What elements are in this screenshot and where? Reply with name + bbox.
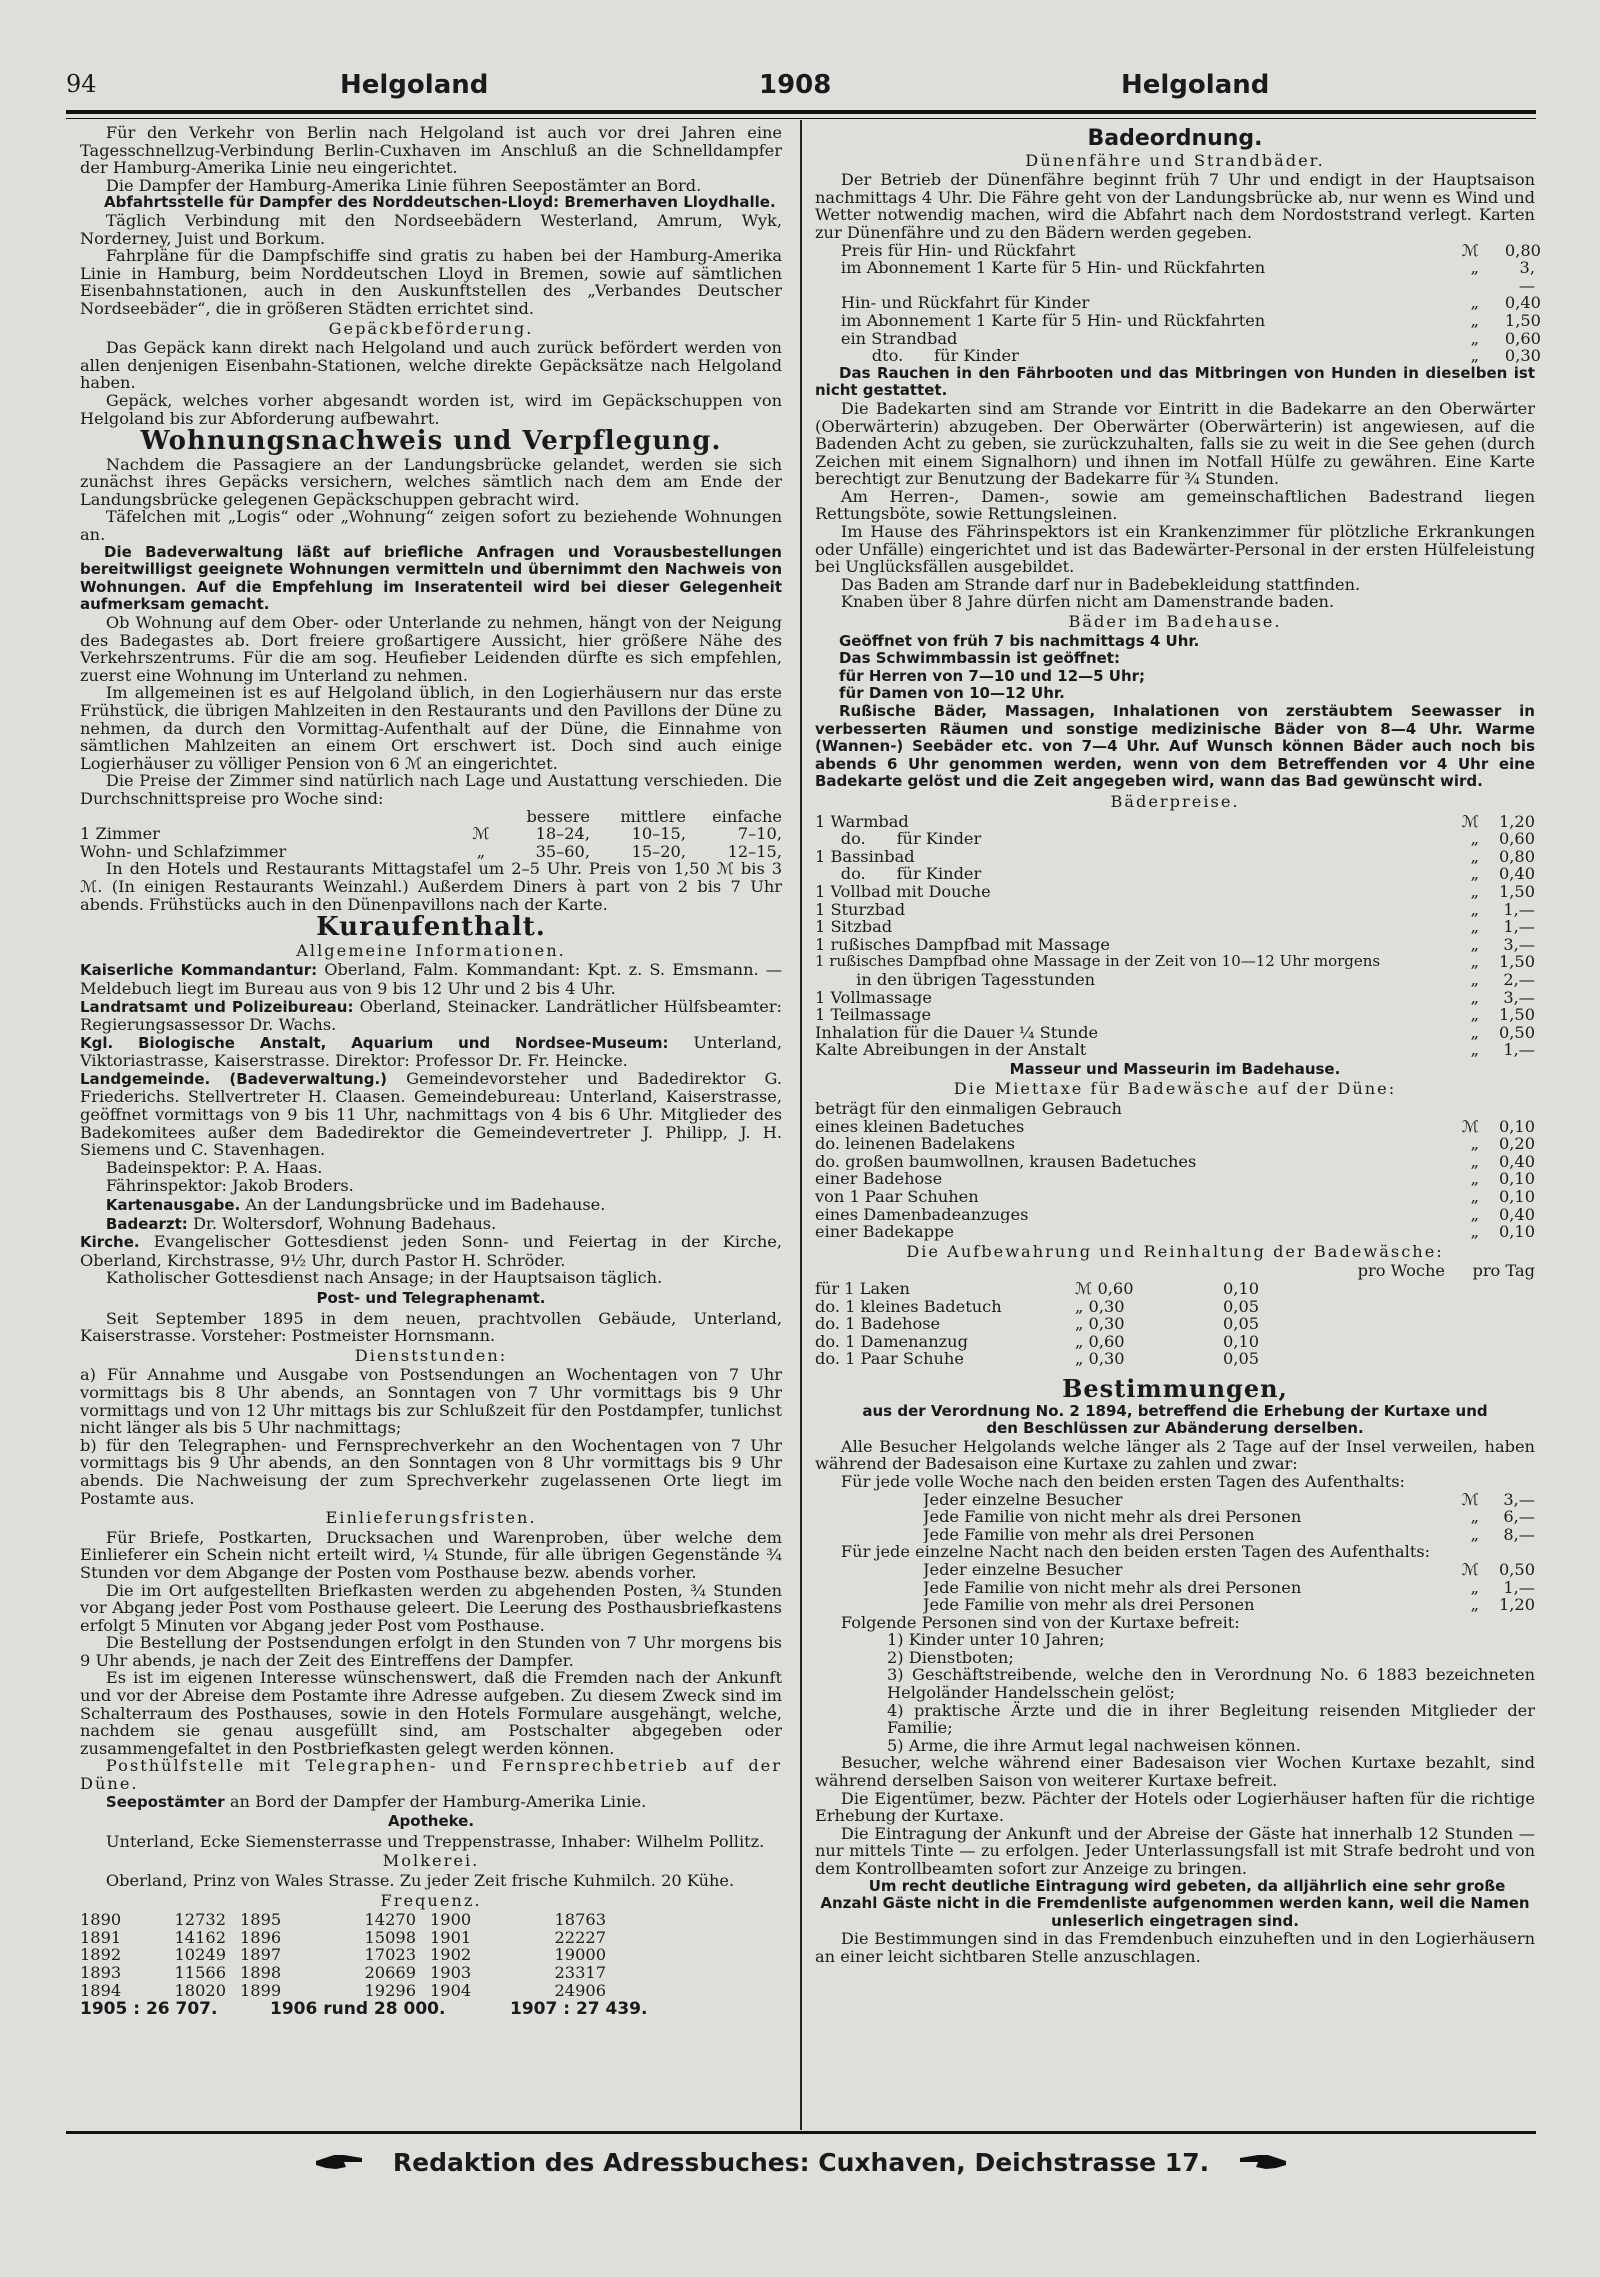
freq-year: 1890 — [80, 1910, 122, 1930]
bestimmungen-paragraph: Besucher, welche während einer Badesaison vier Wochen Kurtaxe bezahlt, sind während derselben Saison von weiterer Kurtaxe befreit. — [815, 1753, 1535, 1791]
price-line: do. für Kinder „ 0,40 — [815, 864, 1535, 884]
kur-entry: Landratsamt und Polizeibureau: Oberland, Steinacker. Landrätlicher Hülfsbeamter: Regierungsassessor Dr. Wachs. — [80, 996, 783, 1035]
freq-year: 1903 — [430, 1962, 472, 1982]
aufbewahrung-table — [815, 1280, 1535, 1368]
seepost-line: Seepostämter an Bord der Dampfer der Hamburg-Amerika Linie. — [105, 1791, 647, 1811]
freq-year: 1894 — [80, 1980, 122, 2000]
price-value: 18–24, — [535, 824, 590, 844]
price-line: 1 rußisches Dampfbad ohne Massage in der Zeit von 10—12 Uhr morgens „ 1,50 — [815, 952, 1535, 972]
price-line: 1 Sturzbad „ 1,— — [815, 899, 1535, 919]
freq-year: 1891 — [80, 1927, 122, 1947]
price-row — [80, 843, 782, 861]
befreit-item: 2) Dienstboten; — [887, 1647, 1014, 1667]
price-line: 1 Warmbad ℳ 1,20 — [815, 811, 1535, 831]
intro-paragraph: Die Dampfer der Hamburg-Amerika Linie führen Seepostämter an Bord. — [105, 175, 702, 195]
freq-count: 14162 — [174, 1927, 226, 1947]
price-value: 12–15, — [727, 841, 782, 861]
lodging-paragraph: Die Badeverwaltung läßt auf briefliche Anfragen und Vorausbestellungen bereitwilligst geeignete Wohnungen vermitteln und übernimmt den Nachweis von Wohnungen. Auf die Empfehlung im Inseratenteil wird bei dieser Gelegenheit aufmerksam gemacht. — [80, 542, 782, 614]
russisch-paragraph: Rußische Bäder, Massagen, Inhalationen von zerstäubtem Seewasser in verbesserten Räumen und sonstige medizinische Bäder von 8—4 Uhr. Warme (Wannen-) Seebäder etc. von 7—4 Uhr. Auf Wunsch können Bäder auch noch bis abends 6 Uhr genommen werden, wenn von dem Betreffenden vor 4 Uhr eine Badekarte gelöst und die Zeit angegeben wird, wann das Bad gewünscht wird. — [815, 702, 1535, 791]
freq-count: 18020 — [174, 1980, 226, 2000]
kur-entry: Kgl. Biologische Anstalt, Aquarium und Nordsee-Museum: Unterland, Viktoriastrasse, Kaiserstrasse. Direktor: Professor Dr. Fr. Heincke. — [80, 1032, 782, 1071]
einl-paragraph: Die Bestellung der Postsendungen erfolgt in den Stunden von 7 Uhr morgens bis 9 Uhr abends, je nach der Zeit des Eintreffens der Dampfer. — [80, 1633, 782, 1670]
luggage-paragraph: Das Gepäck kann direkt nach Helgoland und auch zurück befördert werden von allen denjenigen Eisenbahn-Stationen, welche direkte Gepäcksätze nach Helgoland haben. — [80, 338, 782, 393]
freq-year: 1893 — [80, 1962, 122, 1982]
freq-count: 17023 — [364, 1945, 416, 1965]
kur-entry: Fährinspektor: Jakob Broders. — [105, 1176, 354, 1196]
tax-line: Jede Familie von nicht mehr als drei Personen „ 1,— — [923, 1577, 1535, 1597]
price-line: do. leinenen Badelakens „ 0,20 — [815, 1134, 1535, 1154]
duene-price-list — [815, 240, 1541, 366]
freq-year: 1897 — [240, 1945, 282, 1965]
intro-paragraph: Für den Verkehr von Berlin nach Helgoland ist auch vor drei Jahren eine Tagesschnellzug-Verbindung Berlin-Cuxhaven im Anschluß an die Schnelldampfer der Hamburg-Amerika Linie neu eingerichtet. — [80, 123, 782, 178]
price-line: Inhalation für die Dauer ¼ Stunde „ 0,50 — [815, 1022, 1535, 1042]
freq-count: 23317 — [554, 1962, 606, 1982]
befreit-item: 4) praktische Ärzte und die in ihrer Begleitung reisenden Mitglieder der Familie; — [887, 1700, 1535, 1738]
aufbewahrung-header — [815, 1262, 1535, 1280]
duene-intro: Der Betrieb der Dünenfähre beginnt früh 7 Uhr und endigt in der Hauptsaison nachmittags 4 Uhr. Die Fähre geht von der Landungsbrücke ab, nur wenn es Wind und Wetter notwendig machen, wird die Abfahrt nach dem Nordoststrand verlegt. Karten zur Dünenfähre und zu den Bädern werden gegeben. — [815, 170, 1535, 242]
price-line: in den übrigen Tagesstunden „ 2,— — [815, 969, 1535, 989]
price-line: 1 Teilmassage „ 1,50 — [815, 1005, 1535, 1025]
aufb-col-header: pro Tag — [1472, 1261, 1535, 1281]
frequenz-heading: Frequenz. — [380, 1890, 482, 1910]
kur-subheading: Allgemeine Informationen. — [296, 940, 566, 960]
miettaxe-list — [815, 1100, 1535, 1241]
price-line: eines kleinen Badetuches ℳ 0,10 — [815, 1116, 1535, 1136]
intro-section — [80, 124, 782, 318]
bade-paragraph: Im Hause des Fährinspektors ist ein Krankenzimmer für plötzliche Erkrankungen oder Unfälle) eingerichtet und ist das Badewärter-Personal in der ersten Hülfeleistung bei Unglücksfällen ausgebildet. — [815, 522, 1535, 577]
bestimmungen-paragraph: Die Eigentümer, bezw. Pächter der Hotels oder Logierhäuser haften für die richtige Erhebung der Kurtaxe. — [815, 1788, 1535, 1826]
miettaxe-subheading: Die Miettaxe für Badewäsche auf der Düne: — [953, 1079, 1397, 1099]
header-left-title: Helgoland — [340, 70, 489, 100]
apotheke-text: Unterland, Ecke Siemensterrasse und Treppenstrasse, Inhaber: Wilhelm Pollitz. — [105, 1831, 765, 1851]
dienst-item: b) für den Telegraphen- und Fernsprechverkehr an den Wochentagen von 7 Uhr vormittags bis 9 Uhr abends, an den Sonntagen von 8 Uhr vormittags bis 9 Uhr abends. Die Nachweisung der zum Sprechverkehr zugelassenen Orte liegt im Postamte aus. — [80, 1435, 782, 1508]
aufb-row: do. 1 Paar Schuhe „ 0,30 0,05 — [815, 1349, 1260, 1369]
pointing-hand-icon — [314, 2149, 366, 2179]
bestimmungen-night-head: Für jede einzelne Nacht nach den beiden ersten Tagen des Aufenthalts: — [840, 1542, 1431, 1562]
price-line: im Abonnement 1 Karte für 5 Hin- und Rückfahrten „ 3,— — [840, 258, 1535, 295]
price-row — [80, 825, 782, 843]
bestimmungen-week-list — [815, 1491, 1535, 1544]
aufb-row: do. 1 kleines Badetuch „ 0,30 0,05 — [815, 1296, 1260, 1316]
einl-paragraph: Für Briefe, Postkarten, Drucksachen und Warenproben, über welche dem Einlieferer ein Schein nicht erteilt wird, ¼ Stunde, für alle übrigen Gegenstände ¾ Stunden vor dem Abgange der Posten vom Posthause bezw. abends vorher. — [80, 1527, 782, 1582]
freq-count: 20669 — [364, 1962, 416, 1982]
befreit-item: 5) Arme, die ihre Armut legal nachweisen können. — [887, 1735, 1301, 1755]
luggage-title: Gepäckbeförderung. — [328, 318, 534, 338]
price-line: beträgt für den einmaligen Gebrauch — [815, 1100, 1122, 1118]
einl-paragraph: Die im Ort aufgestellten Briefkasten werden zu abgehenden Posten, ¾ Stunden vor Abgang jeder Post vom Posthause geleert. Die Leerung des Posthausbriefkastens erfolgt 5 Minuten vor Abgang jeder Post vom Posthause. — [80, 1580, 782, 1635]
dienst-heading: Dienststunden: — [354, 1345, 508, 1365]
badehaus-hours: für Damen von 10—12 Uhr. — [839, 684, 1065, 703]
bestimmungen-heading: Bestimmungen, — [1062, 1373, 1288, 1403]
header-rule-thin — [66, 118, 1536, 119]
bestimmungen-week-head: Für jede volle Woche nach den beiden ersten Tagen des Aufenthalts: — [840, 1471, 1405, 1491]
molkerei-heading: Molkerei. — [382, 1851, 480, 1871]
price-line: Preis für Hin- und Rückfahrt ℳ 0,80 — [840, 240, 1541, 260]
price-line: von 1 Paar Schuhen „ 0,10 — [815, 1187, 1535, 1207]
price-line: 1 Sitzbad „ 1,— — [815, 917, 1535, 937]
price-line: 1 rußisches Dampfbad mit Massage „ 3,— — [815, 934, 1535, 954]
header-rule — [66, 110, 1536, 114]
tax-line: Jede Familie von mehr als drei Personen „ 1,20 — [923, 1595, 1535, 1615]
badehaus-hours: Geöffnet von früh 7 bis nachmittags 4 Uhr. — [839, 631, 1200, 650]
post-heading: Post- und Telegraphenamt. — [316, 1289, 546, 1307]
freq-year: 1895 — [240, 1910, 282, 1930]
molkerei-text: Oberland, Prinz von Wales Strasse. Zu jeder Zeit frische Kuhmilch. 20 Kühe. — [105, 1871, 735, 1890]
badehaus-hours: für Herren von 7—10 und 12—5 Uhr; — [839, 666, 1146, 685]
aufb-row: für 1 Laken ℳ 0,60 0,10 — [815, 1279, 1260, 1298]
price-line: eines Damenbadeanzuges „ 0,40 — [815, 1204, 1535, 1224]
befreit-item: 1) Kinder unter 10 Jahren; — [887, 1630, 1105, 1650]
bade-paragraph: Knaben über 8 Jahre dürfen nicht am Damenstrande baden. — [840, 592, 1335, 612]
aufb-row: do. 1 Badehose „ 0,30 0,05 — [815, 1314, 1260, 1334]
befreit-list — [815, 1631, 1535, 1754]
luggage-paragraph: Gepäck, welches vorher abgesandt worden ist, wird im Gepäckschuppen von Helgoland bis zur Abforderung aufbewahrt. — [80, 390, 782, 428]
kur-entry: Badearzt: Dr. Woltersdorf, Wohnung Badehaus. — [105, 1213, 497, 1233]
tax-line: Jeder einzelne Besucher ℳ 0,50 — [923, 1559, 1535, 1579]
price-line: einer Badehose „ 0,10 — [815, 1169, 1535, 1189]
freq-recent-item: 1907 : 27 439. — [510, 1999, 648, 2020]
price-value: 10–15, — [631, 824, 686, 844]
freq-count: 19296 — [364, 1980, 416, 2000]
right-column — [815, 124, 1541, 1966]
freq-recent-item: 1905 : 26 707. — [80, 1999, 218, 2020]
bestimmungen-last: Die Bestimmungen sind in das Fremdenbuch einzuheften und in den Logierhäusern an einer leicht sichtbaren Stelle anzuschlagen. — [815, 1929, 1535, 1966]
price-value: 35–60, — [535, 841, 590, 861]
kur-entry: Katholischer Gottesdienst nach Ansage; in der Hauptsaison täglich. — [105, 1268, 663, 1288]
footer-rule — [66, 2131, 1536, 2134]
footer-line — [66, 2148, 1536, 2179]
badeordnung-heading: Badeordnung. — [1087, 126, 1263, 151]
freq-year: 1899 — [240, 1980, 282, 2000]
lodging-paragraph: Täfelchen mit „Logis“ oder „Wohnung“ zeigen sofort zu beziehende Wohnungen an. — [80, 507, 782, 545]
intro-paragraph: Täglich Verbindung mit den Nordseebädern Westerland, Amrum, Wyk, Norderney, Juist und Borkum. — [80, 210, 782, 248]
einl-paragraph: Posthülfstelle mit Telegraphen- und Fernsprechbetrieb auf der Düne. — [80, 1756, 782, 1794]
price-line: 1 Vollmassage „ 3,— — [815, 987, 1535, 1007]
lodging-meals: In den Hotels und Restaurants Mittagstafel um 2–5 Uhr. Preis von 1,50 ℳ bis 3 ℳ. (In einigen Restaurants Weinzahl.) Außerdem Diners à part von 2 bis 7 Uhr abends. Frühstücks auch in den Dünenpavillons nach der Karte. — [80, 859, 782, 914]
frequenz-recent — [80, 2001, 782, 2019]
price-header-row — [80, 808, 782, 826]
kur-heading: Kuraufenthalt. — [316, 912, 546, 943]
price-line: Kalte Abreibungen in der Anstalt „ 1,— — [815, 1040, 1535, 1060]
price-row-label: Wohn- und Schlafzimmer — [80, 842, 287, 861]
badehaus-subheading: Bäder im Badehause. — [1068, 612, 1282, 632]
freq-count: 19000 — [554, 1945, 606, 1965]
freq-count: 11566 — [174, 1962, 226, 1982]
bade-paragraph: Die Badekarten sind am Strande vor Eintritt in die Badekarre an den Oberwärter (Oberwärterin) abzugeben. Der Oberwärter (Oberwärterin) ist angewiesen, auf die Badenden Acht zu geben, sie zurückzuhalten, falls sie zu weit in die See gehen (durch Zeichen mit einem Signalhorn) und ihnen im Notfall Hülfe zu gewähren. Eine Karte berechtigt zur Benutzung der Badekarre für ¾ Stunden. — [815, 398, 1535, 489]
price-value: 7–10, — [737, 824, 782, 844]
lodging-paragraph: Im allgemeinen ist es auf Helgoland üblich, in den Logierhäusern nur das erste Frühstück, die übrigen Mahlzeiten in den Restaurants und den Pavillons der Düne zu nehmen, da durch den Vormittag-Aufenthalt auf der Düne, die Einnahme von sämtlichen Mahlzeiten an einem Ort erschwert ist. Doch sind auch einige Logierhäuser zu völliger Pension von 6 ℳ an eingerichtet. — [80, 683, 782, 773]
frequenz-table — [80, 1911, 782, 1999]
lodging-paragraph: Die Preise der Zimmer sind natürlich nach Lage und Austattung verschieden. Die Durchschnittspreise pro Woche sind: — [80, 771, 782, 808]
column-divider — [800, 120, 802, 2130]
kur-entry: Landgemeinde. (Badeverwaltung.) Gemeindevorsteher und Badedirektor G. Friederichs. Stellvertreter H. Claasen. Gemeindebureau: Unterland, Kaiserstrasse, geöffnet vormittags von 9 bis 11 Uhr, nachmittags von 4 bis 6 Uhr. Mitglieder des Badekomitees außer dem Badedirektor die Gemeindevertreter J. Philipp, J. H. Siemens und C. Stavenhagen. — [80, 1068, 783, 1160]
bade-paragraph: Das Baden am Strande darf nur in Badebekleidung stattfinden. — [840, 574, 1361, 594]
tax-line: Jeder einzelne Besucher ℳ 3,— — [923, 1489, 1535, 1509]
price-unit: „ — [476, 841, 486, 861]
bestimmungen-bold-note: Um recht deutliche Eintragung wird gebeten, da alljährlich eine sehr große Anzahl Gäste nicht in die Fremdenliste aufgenommen werden kann, weil die Namen unleserlich eingetragen sind. — [820, 1876, 1530, 1930]
aufb-col-header: pro Woche — [1357, 1261, 1445, 1281]
intro-paragraph: Fahrpläne für die Dampfschiffe sind gratis zu haben bei der Hamburg-Amerika Linie in Hamburg, beim Norddeutschen Lloyd in Bremen, sowie auf sämtlichen Eisenbahnstationen, auch in den Auskunftstellen des „Verbandes Deutscher Nordseebäder“, die in größeren Städten errichtet sind. — [80, 246, 782, 318]
freq-year: 1901 — [430, 1927, 472, 1947]
header-right-title: Helgoland — [1121, 70, 1270, 100]
kur-entry: Kirche. Evangelischer Gottesdienst jeden Sonn- und Feiertag in der Kirche, Oberland, Kirchstrasse, 9½ Uhr, durch Pastor H. Schröder. — [80, 1232, 782, 1270]
freq-year: 1900 — [430, 1910, 472, 1930]
apotheke-heading: Apotheke. — [387, 1812, 475, 1831]
lodging-heading: Wohnungsnachweis und Verpflegung. — [140, 426, 722, 457]
tax-line: Jede Familie von mehr als drei Personen „ 8,— — [923, 1524, 1535, 1544]
baederpreise-subheading: Bäderpreise. — [1110, 791, 1240, 811]
freq-recent-item: 1906 rund 28 000. — [270, 1999, 446, 2020]
befreit-item: 3) Geschäftstreibende, welche den in Verordnung No. 6 1883 bezeichneten Helgoländer Handelsschein gelöst; — [887, 1665, 1535, 1703]
bestimmungen-paragraph: Die Eintragung der Ankunft und der Abreise der Gäste hat innerhalb 12 Stunden — nur mittels Tinte — zu erfolgen. Jeder Unterlassungsfall ist mit Strafe bedroht und von dem Kontrollbeamten sofort zur Anzeige zu bringen. — [815, 1823, 1535, 1878]
freq-count: 15098 — [364, 1927, 416, 1947]
price-col-header: einfache — [712, 806, 782, 826]
price-line: do. großen baumwollnen, krausen Badetuches „ 0,40 — [815, 1151, 1535, 1171]
lodging-paragraph: Ob Wohnung auf dem Ober- oder Unterlande zu nehmen, hängt von der Neigung des Badegastes ab. Dort freiere großartigere Aussicht, hier größere Nähe des Verkehrszentrums. Für die am sog. Heufieber Leidenden dürfte es sich empfehlen, zuerst eine Wohnung im Unterland zu nehmen. — [80, 613, 782, 685]
price-line: Hin- und Rückfahrt für Kinder „ 0,40 — [840, 293, 1541, 313]
einl-heading: Einlieferungsfristen. — [325, 1508, 537, 1528]
page-header — [66, 66, 1536, 112]
page-footer — [66, 2131, 1536, 2179]
kur-list — [80, 961, 782, 1288]
bestimmungen-subheading: aus der Verordnung No. 2 1894, betreffend die Erhebung der Kurtaxe und den Beschlüssen zur Abänderung derselben. — [862, 1401, 1488, 1438]
freq-year: 1902 — [430, 1945, 472, 1965]
page-number: 94 — [66, 70, 97, 98]
kur-entry: Kaiserliche Kommandantur: Oberland, Falm. Kommandant: Kpt. z. S. Emsmann. — Meldebuch liegt im Bureau aus von 9 bis 12 Uhr und 2 bis 4 Uhr. — [80, 960, 782, 998]
badehaus-hours: Das Schwimmbassin ist geöffnet: — [839, 649, 1120, 668]
freq-year: 1904 — [430, 1980, 472, 2000]
freq-count: 14270 — [364, 1910, 416, 1930]
post-intro: Seit September 1895 in dem neuen, prachtvollen Gebäude, Unterland, Kaiserstrasse. Vorsteher: Postmeister Hornsmann. — [80, 1308, 782, 1346]
header-year: 1908 — [759, 70, 832, 100]
rauchen-notice: Das Rauchen in den Fährbooten und das Mitbringen von Hunden in dieselben ist nicht gestattet. — [815, 363, 1535, 400]
price-line: dto. für Kinder „ 0,30 — [840, 346, 1541, 366]
price-col-header: mittlere — [620, 806, 686, 826]
freq-count: 22227 — [554, 1927, 606, 1947]
price-unit: ℳ — [472, 824, 490, 844]
price-line: im Abonnement 1 Karte für 5 Hin- und Rückfahrten „ 1,50 — [840, 310, 1541, 330]
freq-count: 10249 — [174, 1945, 226, 1965]
freq-count: 18763 — [554, 1910, 606, 1930]
freq-count: 12732 — [174, 1910, 226, 1930]
freq-year: 1892 — [80, 1945, 122, 1965]
price-row-label: 1 Zimmer — [80, 825, 160, 843]
footer-text: Redaktion des Adressbuches: Cuxhaven, Deichstrasse 17. — [392, 2148, 1210, 2177]
pointing-hand-icon — [1236, 2149, 1288, 2179]
left-column — [80, 124, 782, 2019]
lodging-paragraph: Nachdem die Passagiere an der Landungsbrücke gelandet, werden sie sich zunächst ihres Gepäcks versichern, welches sämtlich nach dem am Ende der Landungsbrücke gelegenen Gepäckschuppen gebracht wird. — [80, 454, 782, 509]
price-line: do. für Kinder „ 0,60 — [815, 829, 1535, 849]
tax-line: Jede Familie von nicht mehr als drei Personen „ 6,— — [923, 1507, 1535, 1527]
kur-entry: Kartenausgabe. An der Landungsbrücke und im Badehause. — [105, 1195, 606, 1215]
freq-year: 1898 — [240, 1962, 282, 1982]
aufbewahrung-subheading: Die Aufbewahrung und Reinhaltung der Badewäsche: — [906, 1241, 1444, 1261]
freq-year: 1896 — [240, 1927, 282, 1947]
price-col-header: bessere — [526, 806, 590, 826]
aufb-row: do. 1 Damenanzug „ 0,60 0,10 — [815, 1331, 1260, 1351]
price-value: 15–20, — [631, 841, 686, 861]
baederpreise-list — [815, 813, 1535, 1059]
befreit-head: Folgende Personen sind von der Kurtaxe befreit: — [840, 1612, 1240, 1632]
dienst-item: a) Für Annahme und Ausgabe von Postsendungen an Wochentagen von 7 Uhr vormittags bis 8 Uhr abends, an Sonntagen von 7 Uhr vormittags bis 9 Uhr vormittags und von 12 Uhr mittags bis zur Schlußzeit für den Postdampfer, tunlichst nicht länger als bis 5 Uhr nachmittags; — [80, 1365, 782, 1438]
price-line: 1 Vollbad mit Douche „ 1,50 — [815, 881, 1535, 901]
bestimmungen-intro: Alle Besucher Helgolands welche länger als 2 Tage auf der Insel verweilen, haben während der Badesaison eine Kurtaxe zu zahlen und zwar: — [815, 1436, 1535, 1474]
bade-paragraph: Am Herren-, Damen-, sowie am gemeinschaftlichen Badestrand liegen Rettungsböte, sowie Rettungsleinen. — [815, 486, 1535, 524]
price-line: 1 Bassinbad „ 0,80 — [815, 846, 1535, 866]
price-line: einer Badekappe „ 0,10 — [815, 1222, 1535, 1242]
masseur-line: Masseur und Masseurin im Badehause. — [1009, 1059, 1341, 1078]
freq-count: 24906 — [554, 1980, 606, 2000]
intro-paragraph: Abfahrtsstelle für Dampfer des Norddeutschen-Lloyd: Bremerhaven Lloydhalle. — [104, 193, 776, 212]
kur-entry: Badeinspektor: P. A. Haas. — [105, 1157, 323, 1177]
price-line: ein Strandbad „ 0,60 — [840, 328, 1541, 348]
bestimmungen-night-list — [815, 1561, 1535, 1614]
einl-paragraph: Es ist im eigenen Interesse wünschenswert, daß die Fremden nach der Ankunft und vor der Abreise dem Postamte ihre Adresse aufgeben. Zu diesem Zweck sind im Schalterraum des Posthauses, sowie in den Hotels Formulare ausgehängt, welche, nachdem sie genau ausgefüllt sind, am Postschalter abgegeben oder zusammengefaltet in den Postbriefkasten gelegt werden können. — [80, 1668, 782, 1758]
duene-subheading: Dünenfähre und Strandbäder. — [1025, 150, 1325, 170]
